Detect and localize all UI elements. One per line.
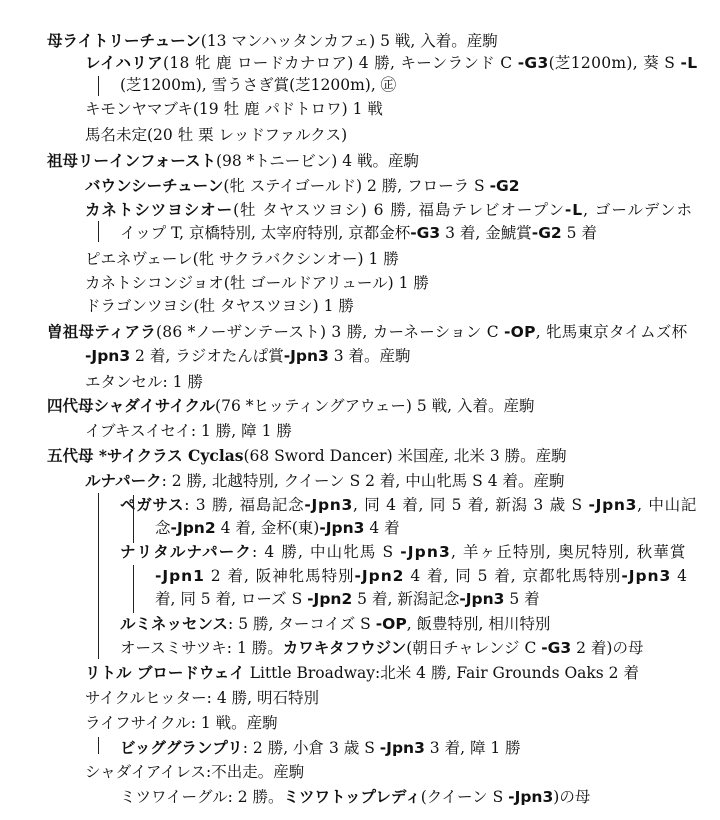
text-segment: : 5 勝, ターコイズ S bbox=[228, 615, 376, 633]
lifecycle-children-bar bbox=[98, 737, 99, 754]
bold-segment: -L bbox=[564, 201, 584, 219]
bold-segment: ナリタルナパーク bbox=[120, 543, 252, 561]
text-segment: )の母 bbox=[553, 788, 591, 806]
text-segment: 馬名未定(20 牡 栗 レッドファルクス) bbox=[85, 126, 348, 144]
text-segment: : 3 勝, 福島記念 bbox=[184, 496, 305, 514]
bold-segment: -Jpn3 bbox=[319, 519, 365, 537]
text-segment: , 中山記 bbox=[637, 496, 698, 514]
bold-segment: -G3 bbox=[541, 639, 572, 657]
text-segment: サイクルヒッター: 4 勝, 明石特別 bbox=[85, 689, 319, 707]
text-line-22 bbox=[120, 541, 686, 563]
bold-segment: レイハリア bbox=[85, 54, 163, 72]
text-segment: イブキスイセイ: 1 勝, 障 1 勝 bbox=[85, 422, 292, 440]
text-line-1 bbox=[47, 30, 498, 52]
text-line-8 bbox=[85, 199, 693, 221]
text-segment: , 飯豊特別, 相川特別 bbox=[406, 615, 551, 633]
bold-segment: ペガサス bbox=[120, 496, 185, 514]
bold-segment: ビッググランプリ bbox=[120, 739, 243, 757]
text-segment: : 2 勝, 小倉 3 歳 S bbox=[242, 739, 380, 757]
text-line-9 bbox=[120, 222, 597, 244]
text-line-7 bbox=[85, 175, 520, 197]
text-line-27 bbox=[85, 662, 639, 684]
text-segment: キモンヤマブキ(19 牡 鹿 パドトロワ) 1 戦 bbox=[85, 100, 383, 118]
text-segment: (クイーン S bbox=[420, 788, 509, 806]
text-segment: , 牝馬東京タイムズ杯 bbox=[535, 323, 688, 341]
text-segment: (18 牝 鹿 ロードカナロア) 4 勝, キーンランド C bbox=[162, 54, 518, 72]
bold-segment: -Jpn3 bbox=[508, 788, 554, 806]
text-line-19 bbox=[85, 470, 565, 492]
text-line-28 bbox=[85, 687, 319, 709]
text-segment: 4 着, 金杯(東) bbox=[215, 519, 320, 537]
bold-segment: -OP bbox=[504, 323, 536, 341]
text-line-2 bbox=[85, 52, 697, 74]
text-segment: (朝日チャレンジ C bbox=[406, 639, 542, 657]
text-segment: 4 着 bbox=[364, 519, 400, 537]
text-line-17 bbox=[85, 420, 292, 442]
bold-segment: -Jpn3 bbox=[459, 590, 505, 608]
bold-segment: -G3 bbox=[517, 54, 549, 72]
text-line-12 bbox=[85, 295, 354, 317]
text-line-29 bbox=[85, 712, 278, 734]
bold-segment: カネトシツヨシオー bbox=[85, 201, 234, 219]
text-line-14 bbox=[85, 345, 411, 367]
bold-segment: カワキタフウジン bbox=[282, 639, 407, 657]
text-segment: 2 着)の母 bbox=[571, 639, 644, 657]
text-segment: 念 bbox=[155, 519, 171, 537]
bold-segment: -Jpn2 bbox=[170, 519, 216, 537]
text-line-21 bbox=[155, 517, 400, 539]
text-line-15 bbox=[85, 371, 203, 393]
text-segment: 曽祖母ティアラ bbox=[47, 322, 156, 341]
text-line-4 bbox=[85, 98, 383, 120]
text-line-23 bbox=[155, 565, 688, 587]
bold-segment: -Jpn2 bbox=[307, 590, 353, 608]
text-line-24 bbox=[155, 588, 540, 610]
text-segment: (芝1200m), 葵 S bbox=[548, 54, 681, 72]
text-segment: 5 着 bbox=[504, 590, 540, 608]
text-segment: , ゴールデンホ bbox=[583, 201, 693, 219]
text-segment: 着, 同 5 着, ローズ S bbox=[155, 590, 308, 608]
text-segment: カネトシコンジョオ(牡 ゴールドアリュール) 1 勝 bbox=[85, 274, 429, 292]
text-segment: ミツワイーグル: 2 勝。 bbox=[120, 788, 284, 806]
kanetoshi-bar bbox=[98, 221, 99, 242]
text-segment: 祖母リーインフォースト bbox=[47, 151, 216, 170]
text-segment: Little Broadway:北米 4 勝, Fair Grounds Oaks 2 着 bbox=[244, 664, 639, 682]
text-segment: , 同 4 着, 同 5 着, 新潟 3 歳 S bbox=[353, 496, 589, 514]
text-segment: 3 着, 障 1 勝 bbox=[424, 739, 521, 757]
text-line-11 bbox=[85, 272, 429, 294]
bold-segment: -Jpn3 bbox=[621, 567, 672, 585]
bold-segment: ルナパーク bbox=[85, 472, 162, 490]
text-segment: 3 着。産駒 bbox=[328, 347, 411, 365]
bold-segment: -G3 bbox=[410, 224, 441, 242]
text-segment: , 羊ヶ丘特別, 奥尻特別, 秋華賞 bbox=[450, 543, 687, 561]
text-segment: 四代母シャダイサイクル bbox=[47, 396, 216, 415]
text-segment: 5 着 bbox=[561, 224, 597, 242]
text-line-6 bbox=[47, 150, 419, 172]
text-segment: (芝1200m), 雪うさぎ賞(芝1200m), ㊣ bbox=[120, 76, 397, 94]
bold-segment: -Jpn3 bbox=[304, 496, 354, 514]
text-segment: 4 bbox=[671, 567, 688, 585]
bold-segment: リトル ブロードウェイ bbox=[85, 664, 245, 682]
text-segment: : 2 勝, 北越特別, クイーン S 2 着, 中山牝馬 S 4 着。産駒 bbox=[161, 472, 565, 490]
text-line-31 bbox=[85, 761, 304, 783]
text-segment: 3 着, 金鯱賞 bbox=[440, 224, 532, 242]
text-line-5 bbox=[85, 124, 347, 146]
text-segment: (68 Sword Dancer) 米国産, 北米 3 勝。産駒 bbox=[243, 447, 567, 465]
bold-segment: -Jpn3 bbox=[85, 347, 131, 365]
bold-segment: -Jpn1 bbox=[155, 567, 205, 585]
text-segment: (86 *ノーザンテースト) 3 勝, カーネーション C bbox=[155, 323, 504, 341]
text-segment: シャダイアイレス:不出走。産駒 bbox=[85, 763, 305, 781]
text-segment: (牝 ステイゴールド) 2 勝, フローラ S bbox=[223, 177, 490, 195]
bold-segment: -L bbox=[680, 54, 698, 72]
text-line-25 bbox=[120, 613, 550, 635]
text-line-26 bbox=[120, 637, 643, 659]
bold-segment: -Jpn3 bbox=[283, 347, 329, 365]
bold-segment: ルミネッセンス bbox=[120, 615, 229, 633]
bold-segment: -G2 bbox=[489, 177, 520, 195]
bold-segment: ミツワトップレディ bbox=[283, 788, 421, 806]
text-segment: ピエネヴェーレ(牝 サクラバクシンオー) 1 勝 bbox=[85, 250, 399, 268]
bold-segment: -Jpn3 bbox=[400, 543, 451, 561]
text-segment: 2 着, ラジオたんぱ賞 bbox=[130, 347, 284, 365]
text-line-10 bbox=[85, 248, 399, 270]
text-line-13 bbox=[47, 321, 687, 343]
pegasus-bar bbox=[133, 495, 134, 543]
text-segment: 2 着, 阪神牝馬特別 bbox=[204, 567, 355, 585]
text-segment: ライフサイクル: 1 戦。産駒 bbox=[85, 714, 278, 732]
text-segment: : 4 勝, 中山牝馬 S bbox=[251, 543, 401, 561]
reihariya-bar bbox=[98, 76, 99, 96]
bold-segment: -OP bbox=[375, 615, 407, 633]
text-line-20 bbox=[120, 494, 697, 516]
text-segment: イップ T, 京橋特別, 太宰府特別, 京都金杯 bbox=[120, 224, 411, 242]
text-line-3 bbox=[120, 74, 396, 96]
lunapark-children-bar bbox=[98, 493, 99, 659]
naritalunapark-bar bbox=[133, 565, 134, 613]
text-segment: (98 *トニービン) 4 戦。産駒 bbox=[215, 152, 420, 170]
text-segment: 母ライトリーチューン bbox=[47, 31, 201, 50]
bold-segment: -Jpn3 bbox=[588, 496, 638, 514]
bold-segment: -Jpn2 bbox=[354, 567, 405, 585]
text-line-32 bbox=[120, 786, 590, 808]
bold-segment: バウンシーチューン bbox=[85, 177, 224, 195]
text-line-30 bbox=[120, 737, 521, 759]
text-segment: (13 マンハッタンカフェ) 5 戦, 入着。産駒 bbox=[200, 32, 498, 50]
text-line-16 bbox=[47, 395, 534, 417]
text-line-18 bbox=[47, 445, 567, 467]
bold-segment: -Jpn3 bbox=[379, 739, 425, 757]
text-segment: 4 着, 同 5 着, 京都牝馬特別 bbox=[404, 567, 622, 585]
text-segment: (牡 タヤスツヨシ) 6 勝, 福島テレビオープン bbox=[233, 201, 565, 219]
text-segment: ドラゴンツヨシ(牡 タヤスツヨシ) 1 勝 bbox=[85, 297, 354, 315]
text-segment: 五代母 *サイクラス Cyclas bbox=[47, 446, 244, 465]
bold-segment: -G2 bbox=[531, 224, 562, 242]
text-segment: (76 *ヒッティングアウェー) 5 戦, 入着。産駒 bbox=[215, 397, 535, 415]
text-segment: オースミサツキ: 1 勝。 bbox=[120, 639, 283, 657]
text-segment: エタンセル: 1 勝 bbox=[85, 373, 203, 391]
text-segment: 5 着, 新潟記念 bbox=[352, 590, 460, 608]
